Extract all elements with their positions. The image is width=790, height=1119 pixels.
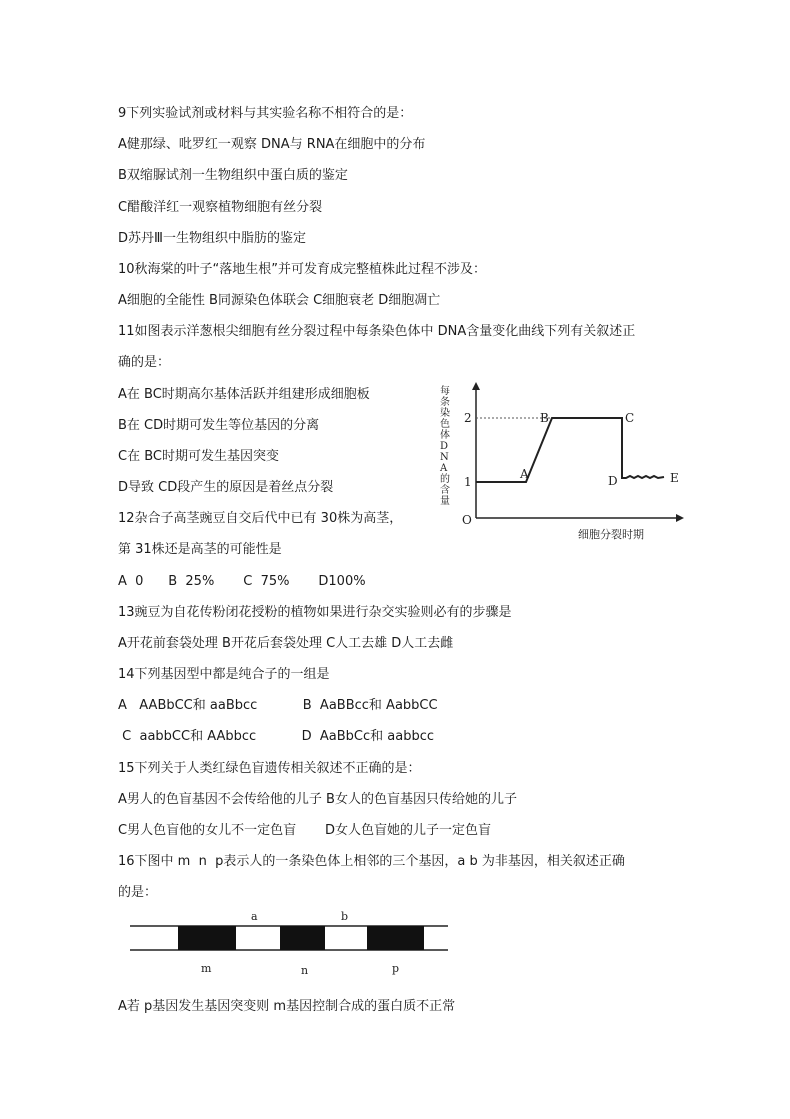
text-line: 13豌豆为自花传粉闭花授粉的植物如果进行杂交实验则必有的步骤是 xyxy=(118,605,512,620)
point-c: C xyxy=(625,411,635,425)
text-line: 9下列实验试剂或材料与其实验名称不相符合的是： xyxy=(118,106,413,121)
dna-curve xyxy=(476,418,664,482)
text-line: 14下列基因型中都是纯合子的一组是 xyxy=(118,667,330,682)
text-line: B在 CD时期可发生等位基因的分离 xyxy=(118,418,320,433)
label-m: m xyxy=(201,962,212,975)
y-axis-label: 每条染色体DNA的含量 xyxy=(440,386,450,507)
text-line: D苏丹Ⅲ一生物组织中脂肪的鉴定 xyxy=(118,231,306,246)
text-line: A AABbCC和 aaBbcc B AaBBcc和 AabbCC xyxy=(118,698,438,713)
ytick-1: 1 xyxy=(464,475,472,489)
point-e: E xyxy=(670,471,679,485)
origin-label: O xyxy=(462,513,472,527)
text-line: B双缩脲试剂一生物组织中蛋白质的鉴定 xyxy=(118,168,348,183)
text-line: 15下列关于人类红绿色盲遗传相关叙述不正确的是： xyxy=(118,761,421,776)
text-line: A细胞的全能性 B同源染色体联会 C细胞衰老 D细胞凋亡 xyxy=(118,293,441,308)
point-b: B xyxy=(540,411,549,425)
label-n: n xyxy=(301,964,309,977)
text-line: 10秋海棠的叶子“落地生根”并可发育成完整植株此过程不涉及： xyxy=(118,262,487,277)
text-line: C在 BC时期可发生基因突变 xyxy=(118,449,279,464)
text-line: A男人的色盲基因不会传给他的儿子 B女人的色盲基因只传给她的儿子 xyxy=(118,792,517,807)
text-line: A开花前套袋处理 B开花后套袋处理 C人工去雄 D人工去雌 xyxy=(118,636,454,651)
label-b: b xyxy=(341,910,349,923)
text-line: 16下图中 m n p表示人的一条染色体上相邻的三个基因，a b 为非基因，相关叙述正确 xyxy=(118,854,625,869)
gene-n xyxy=(280,926,325,950)
text-line: C醋酸洋红一观察植物细胞有丝分裂 xyxy=(118,200,323,215)
text-line: C aabbCC和 AAbbcc D AaBbCc和 aabbcc xyxy=(118,729,434,744)
text-line: 11如图表示洋葱根尖细胞有丝分裂过程中每条染色体中 DNA含量变化曲线下列有关叙述正 xyxy=(118,324,636,339)
text-line: 的是： xyxy=(118,885,158,900)
text-line: 12杂合子高茎豌豆自交后代中已有 30株为高茎， xyxy=(118,511,403,526)
text-line: 第 31株还是高茎的可能性是 xyxy=(118,542,282,557)
x-axis-arrow xyxy=(676,514,684,522)
x-axis-label: 细胞分裂时期 xyxy=(578,528,644,541)
ytick-2: 2 xyxy=(464,411,472,425)
text-line: C男人色盲他的女儿不一定色盲 D女人色盲她的儿子一定色盲 xyxy=(118,823,492,838)
label-p: p xyxy=(392,962,400,975)
gene-p xyxy=(367,926,424,950)
gene-m xyxy=(178,926,236,950)
text-line: 确的是： xyxy=(118,355,171,370)
text-line: A若 p基因发生基因突变则 m基因控制合成的蛋白质不正常 xyxy=(118,999,456,1014)
label-a: a xyxy=(251,910,258,923)
text-line: A健那绿、吡罗红一观察 DNA与 RNA在细胞中的分布 xyxy=(118,137,426,152)
chromosome-diagram xyxy=(130,910,460,980)
dna-content-graph xyxy=(428,378,690,543)
text-line: D导致 CD段产生的原因是着丝点分裂 xyxy=(118,480,334,495)
point-d: D xyxy=(608,474,618,488)
text-line: A 0 B 25% C 75% D100% xyxy=(118,574,366,589)
y-axis-arrow xyxy=(472,382,480,390)
text-line: A在 BC时期高尔基体活跃并组建形成细胞板 xyxy=(118,387,370,402)
point-a: A xyxy=(520,467,529,481)
